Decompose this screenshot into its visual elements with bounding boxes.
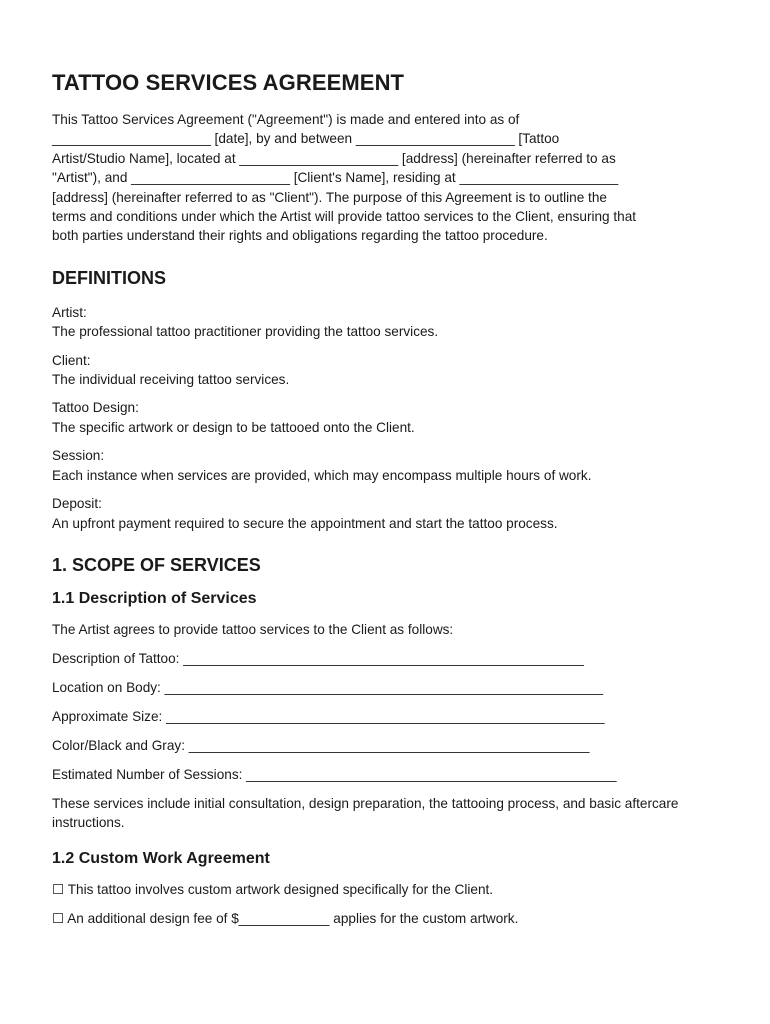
scope-of-services-heading: 1. SCOPE OF SERVICES: [52, 554, 261, 575]
definition-item: [52, 494, 730, 533]
services-closing: These services include initial consultation, design preparation, the tattooing process, and basic aftercare instructions.: [52, 795, 679, 831]
design-fee-checkbox[interactable]: ☐ An additional design fee of $____________ applies for the custom artwork.: [52, 910, 519, 926]
definition-term: Session:: [52, 448, 105, 464]
definition-desc: The professional tattoo practitioner providing the tattoo services.: [52, 324, 439, 340]
body-location-field: Location on Body: __________________________________________________________: [52, 679, 604, 695]
definition-term: Client:: [52, 352, 91, 368]
definitions-heading: DEFINITIONS: [52, 267, 167, 288]
definition-item: [52, 303, 730, 342]
custom-artwork-checkbox[interactable]: ☐ This tattoo involves custom artwork designed specifically for the Client.: [52, 881, 494, 897]
services-lead: The Artist agrees to provide tattoo services to the Client as follows:: [52, 621, 454, 637]
tattoo-description-field: Description of Tattoo: _____________________________________________________: [52, 650, 584, 666]
definition-desc: An upfront payment required to secure the appointment and start the tattoo process.: [52, 515, 558, 531]
definition-term: Artist:: [52, 304, 87, 320]
intro-paragraph: This Tattoo Services Agreement ("Agreement") is made and entered into as of _____________________ [date], by and between _____________________ [Tattoo Artist/Studio Name], located at _____________________ [address] (hereinafter referred to as "Artist"), and _____________________ [Client's Name], residing at _____________________ [address] (hereinafter referred to as "Client"). The purpose of this Agreement is to outline the terms and conditions under which the Artist will provide tattoo services to the Client, ensuring that both parties understand their rights and obligations regarding the tattoo procedure.: [52, 112, 637, 244]
definition-item: [52, 398, 730, 437]
approximate-size-field: Approximate Size: __________________________________________________________: [52, 708, 605, 724]
sessions-field: Estimated Number of Sessions: _________________________________________________: [52, 766, 617, 782]
definition-desc: The individual receiving tattoo services.: [52, 372, 290, 388]
description-of-services-heading: 1.1 Description of Services: [52, 589, 257, 607]
definition-term: Tattoo Design:: [52, 400, 139, 416]
document-title: TATTOO SERVICES AGREEMENT: [52, 70, 405, 95]
definitions-list: [52, 303, 730, 533]
definition-term: Deposit:: [52, 496, 102, 512]
custom-work-heading: 1.2 Custom Work Agreement: [52, 849, 270, 867]
definition-item: [52, 446, 730, 485]
definition-item: [52, 351, 730, 390]
color-field: Color/Black and Gray: _____________________________________________________: [52, 737, 590, 753]
definition-desc: Each instance when services are provided, which may encompass multiple hours of work.: [52, 467, 592, 483]
definition-desc: The specific artwork or design to be tattooed onto the Client.: [52, 419, 415, 435]
